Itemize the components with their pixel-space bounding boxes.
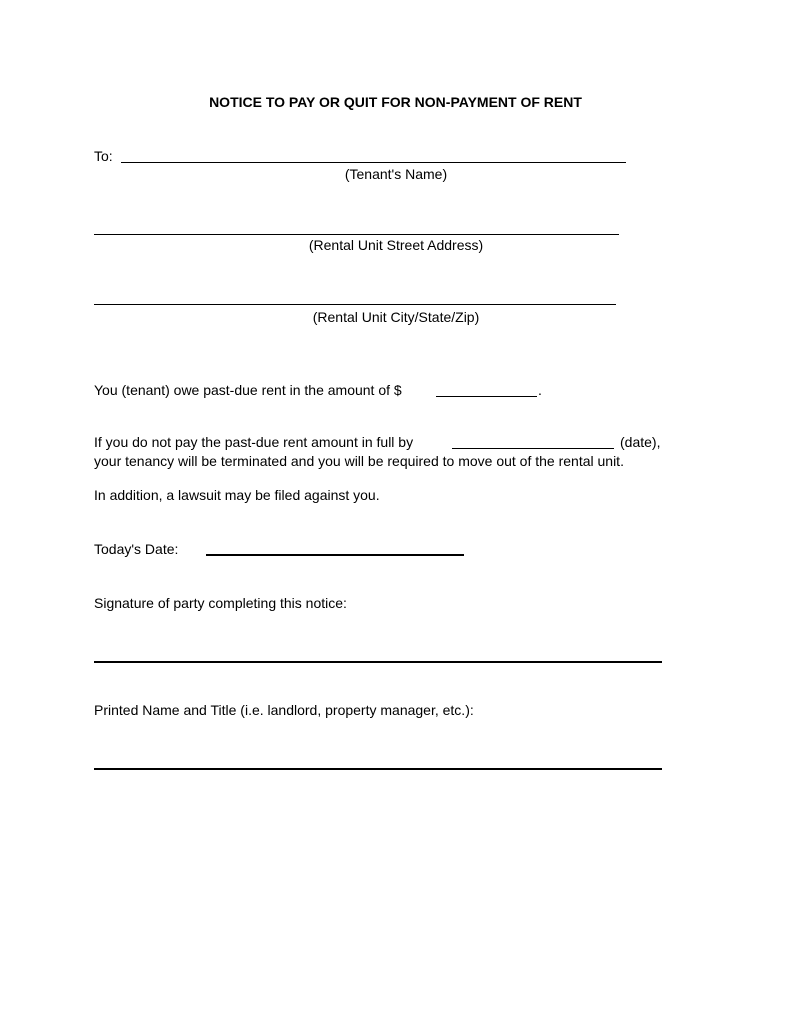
todays-date-label: Today's Date: xyxy=(94,541,179,557)
pay-by-date-line[interactable] xyxy=(452,448,614,449)
rent-owed-text: You (tenant) owe past-due rent in the amount of $ xyxy=(94,382,402,398)
lawsuit-text: In addition, a lawsuit may be filed against you. xyxy=(94,487,380,503)
tenant-name-caption: (Tenant's Name) xyxy=(344,166,448,182)
street-address-line[interactable] xyxy=(94,234,619,235)
document-title: NOTICE TO PAY OR QUIT FOR NON-PAYMENT OF RENT xyxy=(209,94,582,110)
printed-name-label: Printed Name and Title (i.e. landlord, property manager, etc.): xyxy=(94,702,474,718)
pay-by-text: If you do not pay the past-due rent amount in full by xyxy=(94,434,414,450)
todays-date-line[interactable] xyxy=(206,554,464,556)
tenant-name-line[interactable] xyxy=(121,162,626,163)
printed-name-line[interactable] xyxy=(94,768,662,770)
rent-owed-period: . xyxy=(538,382,542,398)
rent-amount-line[interactable] xyxy=(436,396,537,397)
city-state-zip-line[interactable] xyxy=(94,304,616,305)
signature-line[interactable] xyxy=(94,661,662,663)
city-state-zip-caption: (Rental Unit City/State/Zip) xyxy=(312,309,480,325)
termination-text: your tenancy will be terminated and you will be required to move out of the rental unit. xyxy=(94,453,624,469)
signature-label: Signature of party completing this notice: xyxy=(94,595,347,611)
date-caption: (date), xyxy=(620,434,661,450)
street-address-caption: (Rental Unit Street Address) xyxy=(308,237,484,253)
to-label: To: xyxy=(94,148,113,164)
